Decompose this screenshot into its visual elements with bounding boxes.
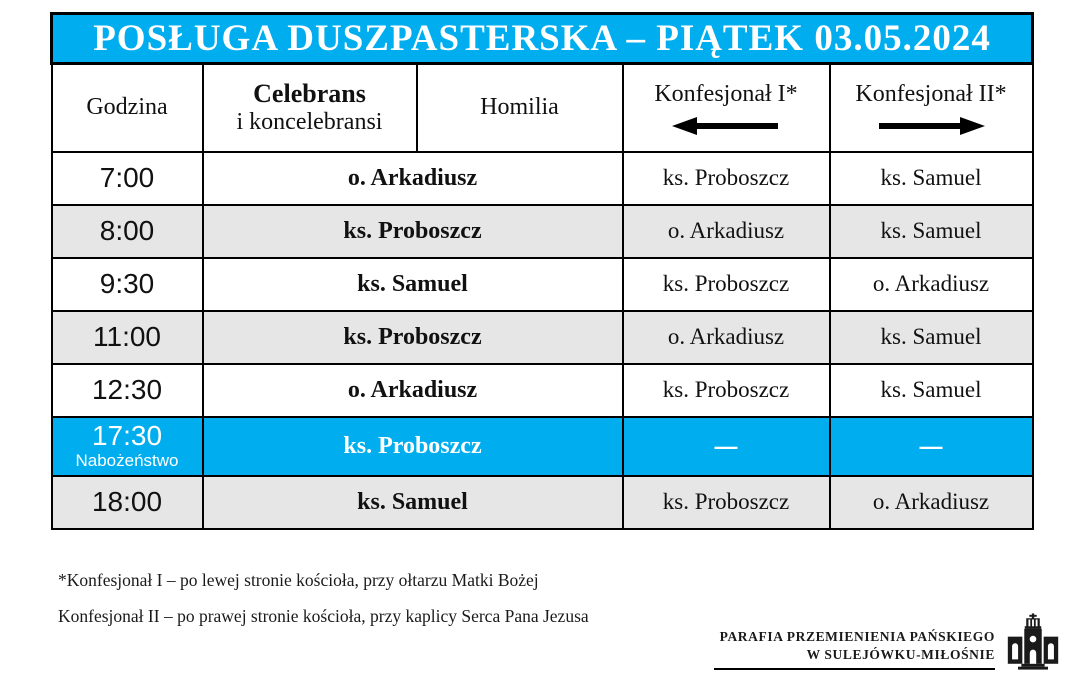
time-cell xyxy=(52,476,203,529)
confessional1-cell: ks. Proboszcz xyxy=(623,152,830,205)
time-label: 11:00 xyxy=(93,321,161,353)
time-cell xyxy=(52,311,203,364)
confessional2-cell: ks. Samuel xyxy=(830,152,1033,205)
col-header-konfesjonal-2 xyxy=(830,64,1033,152)
confessional2-cell: o. Arkadiusz xyxy=(830,258,1033,311)
footnote-konfesjonal-2: Konfesjonał II – po prawej stronie kościoła, przy kaplicy Serca Pana Jezusa xyxy=(58,606,589,626)
confessional2-cell: ks. Samuel xyxy=(830,364,1033,417)
schedule-table-wrap xyxy=(50,12,1031,530)
parish-name xyxy=(714,628,995,670)
col-header-celebrans xyxy=(203,64,417,152)
time-label: 7:00 xyxy=(99,162,155,194)
footnote-konfesjonal-1: *Konfesjonał I – po lewej stronie kościoła, przy ołtarzu Matki Bożej xyxy=(58,570,539,590)
time-label: 17:30 xyxy=(91,420,163,452)
schedule-row-1230 xyxy=(52,364,1033,417)
confessional1-cell: ks. Proboszcz xyxy=(623,364,830,417)
time-cell xyxy=(52,205,203,258)
col-header-homilia-label: Homilia xyxy=(480,93,559,120)
celebrant-cell: ks. Proboszcz xyxy=(203,311,623,364)
time-cell xyxy=(52,417,203,476)
celebrant-cell: o. Arkadiusz xyxy=(203,152,623,205)
confessional1-cell: o. Arkadiusz xyxy=(623,205,830,258)
schedule-row-700 xyxy=(52,152,1033,205)
celebrant-cell: ks. Samuel xyxy=(203,476,623,529)
col-header-konfesjonal-2-label: Konfesjonał II* xyxy=(855,80,1007,107)
left-arrow-icon xyxy=(624,117,829,135)
confessional1-cell: ks. Proboszcz xyxy=(623,258,830,311)
title-row xyxy=(52,14,1033,64)
page-title: POSŁUGA DUSZPASTERSKA – PIĄTEK 03.05.2024 xyxy=(52,14,1033,64)
time-label: 12:30 xyxy=(91,374,163,406)
confessional2-cell: — xyxy=(830,417,1033,476)
schedule-row-1730-nabozenstwo xyxy=(52,417,1033,476)
time-label: 8:00 xyxy=(99,215,155,247)
time-cell xyxy=(52,364,203,417)
confessional1-cell: — xyxy=(623,417,830,476)
schedule-row-800 xyxy=(52,205,1033,258)
confessional2-cell: ks. Samuel xyxy=(830,311,1033,364)
celebrant-cell: ks. Proboszcz xyxy=(203,205,623,258)
celebrant-cell: ks. Proboszcz xyxy=(203,417,623,476)
schedule-row-1100 xyxy=(52,311,1033,364)
col-header-godzina-label: Godzina xyxy=(86,93,168,120)
confessional1-cell: ks. Proboszcz xyxy=(623,476,830,529)
col-header-konfesjonal-1-label: Konfesjonał I* xyxy=(654,80,798,107)
time-cell xyxy=(52,152,203,205)
time-cell xyxy=(52,258,203,311)
col-header-celebrans-line2: i koncelebransi xyxy=(236,108,383,135)
footnotes xyxy=(58,562,589,634)
church-icon xyxy=(1002,613,1064,670)
confessional2-cell: o. Arkadiusz xyxy=(830,476,1033,529)
right-arrow-icon xyxy=(831,117,1032,135)
time-label: 9:30 xyxy=(99,268,155,300)
time-label: 18:00 xyxy=(91,486,163,518)
col-header-celebrans-line1: Celebrans xyxy=(253,79,366,108)
confessional1-cell: o. Arkadiusz xyxy=(623,311,830,364)
schedule-row-930 xyxy=(52,258,1033,311)
celebrant-cell: ks. Samuel xyxy=(203,258,623,311)
time-note-label: Nabożeństwo xyxy=(75,450,179,470)
parish-name-line2: W SULEJÓWKU-MIŁOŚNIE xyxy=(806,646,995,662)
parish-signature xyxy=(714,613,1064,670)
col-header-konfesjonal-1 xyxy=(623,64,830,152)
schedule-table xyxy=(50,12,1034,530)
celebrant-cell: o. Arkadiusz xyxy=(203,364,623,417)
schedule-row-1800 xyxy=(52,476,1033,529)
column-header-row xyxy=(52,64,1033,152)
col-header-godzina xyxy=(52,64,203,152)
parish-name-line1: PARAFIA PRZEMIENIENIA PAŃSKIEGO xyxy=(719,628,995,644)
col-header-homilia xyxy=(417,64,623,152)
confessional2-cell: ks. Samuel xyxy=(830,205,1033,258)
